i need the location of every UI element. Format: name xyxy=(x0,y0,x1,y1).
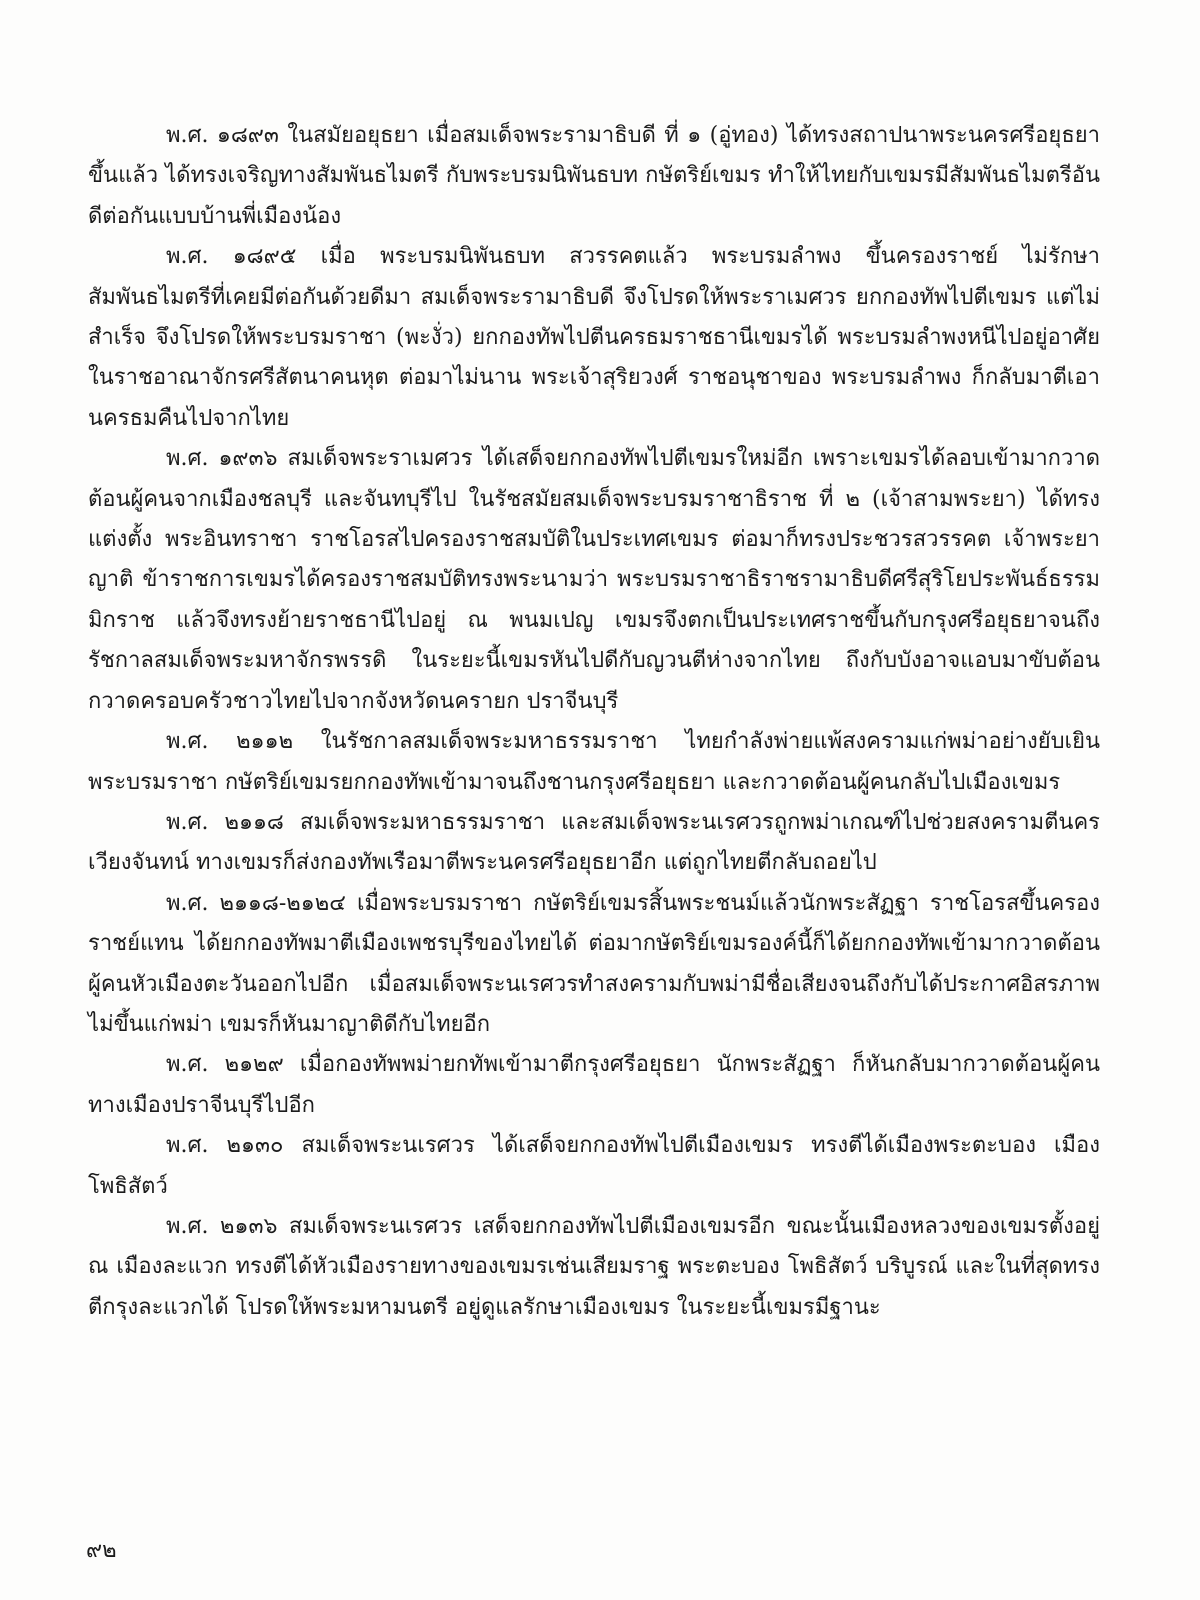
paragraph-be-2112: พ.ศ. ๒๑๑๒ ในรัชกาลสมเด็จพระมหาธรรมราชา ไทยกำลังพ่ายแพ้สงครามแก่พม่าอย่างยับเยิน พระบรมราชา กษัตริย์เขมรยกกองทัพเข้ามาจนถึงชานกรุงศรีอยุธยา และกวาดต้อนผู้คนกลับไปเมืองเขมร xyxy=(88,729,1100,795)
paragraph-be-1895: พ.ศ. ๑๘๙๕ เมื่อ พระบรมนิพันธบท สวรรคตแล้ว พระบรมลำพง ขึ้นครองราชย์ ไม่รักษาสัมพันธไมตรีที่เคยมีต่อกันด้วยดีมา สมเด็จพระรามาธิบดี จึงโปรดให้พระราเมศวร ยกกองทัพไปตีเขมร แต่ไม่สำเร็จ จึงโปรดให้พระบรมราชา (พะงั่ว) ยกกองทัพไปตีนครธมราชธานีเขมรได้ พระบรมลำพงหนีไปอยู่อาศัยในราชอาณาจักรศรีสัตนาคนหุต ต่อมาไม่นาน พระเจ้าสุริยวงศ์ ราชอนุชาของ พระบรมลำพง ก็กลับมาตีเอานครธมคืนไปจากไทย xyxy=(88,244,1100,431)
body-text xyxy=(88,116,1100,1328)
paragraph-be-1936: พ.ศ. ๑๙๓๖ สมเด็จพระราเมศวร ได้เสด็จยกกองทัพไปตีเขมรใหม่อีก เพราะเขมรได้ลอบเข้ามากวาดต้อนผู้คนจากเมืองชลบุรี และจันทบุรีไป ในรัชสมัยสมเด็จพระบรมราชาธิราช ที่ ๒ (เจ้าสามพระยา) ได้ทรงแต่งตั้ง พระอินทราชา ราชโอรสไปครองราชสมบัติในประเทศเขมร ต่อมาก็ทรงประชวรสวรรคต เจ้าพระยาญาติ ข้าราชการเขมรได้ครองราชสมบัติทรงพระนามว่า พระบรมราชาธิราชรามาธิบดีศรีสุริโยประพันธ์ธรรมมิกราช แล้วจึงทรงย้ายราชธานีไปอยู่ ณ พนมเปญ เขมรจึงตกเป็นประเทศราชขึ้นกับกรุงศรีอยุธยาจนถึงรัชกาลสมเด็จพระมหาจักรพรรดิ ในระยะนี้เขมรหันไปดีกับญวนตีห่างจากไทย ถึงกับบังอาจแอบมาขับต้อนกวาดครอบครัวชาวไทยไปจากจังหวัดนครายก ปราจีนบุรี xyxy=(88,446,1100,714)
paragraph-be-2130: พ.ศ. ๒๑๓๐ สมเด็จพระนเรศวร ได้เสด็จยกกองทัพไปตีเมืองเขมร ทรงตีได้เมืองพระตะบอง เมืองโพธิสัตว์ xyxy=(88,1133,1100,1199)
page-number: ๙๒ xyxy=(86,1538,117,1563)
paragraph-be-2118-2124: พ.ศ. ๒๑๑๘-๒๑๒๔ เมื่อพระบรมราชา กษัตริย์เขมรสิ้นพระชนม์แล้วนักพระสัฏฐา ราชโอรสขึ้นครองราชย์แทน ได้ยกกองทัพมาตีเมืองเพชรบุรีของไทยได้ ต่อมากษัตริย์เขมรองค์นี้ก็ได้ยกกองทัพเข้ามากวาดต้อนผู้คนหัวเมืองตะวันออกไปอีก เมื่อสมเด็จพระนเรศวรทำสงครามกับพม่ามีชื่อเสียงจนถึงกับได้ประกาศอิสรภาพไม่ขึ้นแก่พม่า เขมรก็หันมาญาติดีกับไทยอีก xyxy=(88,890,1100,1037)
paragraph-be-2129: พ.ศ. ๒๑๒๙ เมื่อกองทัพพม่ายกทัพเข้ามาตีกรุงศรีอยุธยา นักพระสัฏฐา ก็หันกลับมากวาดต้อนผู้คนทางเมืองปราจีนบุรีไปอีก xyxy=(88,1052,1100,1118)
paragraph-be-2118: พ.ศ. ๒๑๑๘ สมเด็จพระมหาธรรมราชา และสมเด็จพระนเรศวรถูกพม่าเกณฑ์ไปช่วยสงครามตีนครเวียงจันทน์ ทางเขมรก็ส่งกองทัพเรือมาตีพระนครศรีอยุธยาอีก แต่ถูกไทยตีกลับถอยไป xyxy=(88,809,1100,876)
paragraph-be-2136: พ.ศ. ๒๑๓๖ สมเด็จพระนเรศวร เสด็จยกกองทัพไปตีเมืองเขมรอีก ขณะนั้นเมืองหลวงของเขมรตั้งอยู่ ณ เมืองละแวก ทรงตีได้หัวเมืองรายทางของเขมรเช่นเสียมราฐ พระตะบอง โพธิสัตว์ บริบูรณ์ และในที่สุดทรงตีกรุงละแวกได้ โปรดให้พระมหามนตรี อยู่ดูแลรักษาเมืองเขมร ในระยะนี้เขมรมีฐานะ xyxy=(88,1213,1100,1320)
paragraph-be-1893: พ.ศ. ๑๘๙๓ ในสมัยอยุธยา เมื่อสมเด็จพระรามาธิบดี ที่ ๑ (อู่ทอง) ได้ทรงสถาปนาพระนครศรีอยุธยาขึ้นแล้ว ได้ทรงเจริญทางสัมพันธไมตรี กับพระบรมนิพันธบท กษัตริย์เขมร ทำให้ไทยกับเขมรมีสัมพันธไมตรีอันดีต่อกันแบบบ้านพี่เมืองน้อง xyxy=(88,123,1100,229)
